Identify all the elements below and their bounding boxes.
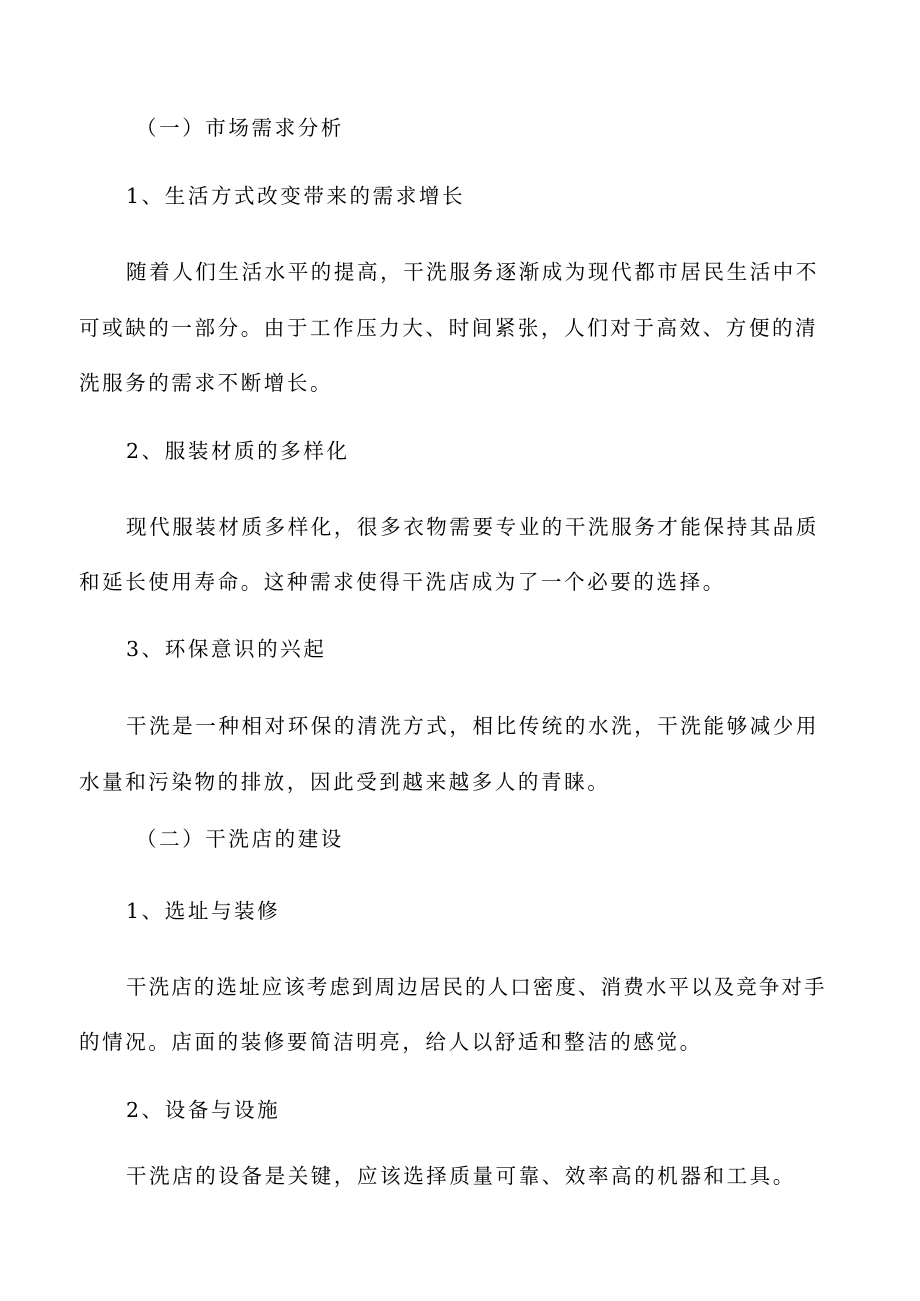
subheading-material-diversity: 2、服装材质的多样化 (126, 439, 350, 463)
subheading-lifestyle-change: 1、生活方式改变带来的需求增长 (126, 184, 466, 208)
paragraph-line: 干洗店的设备是关键，应该选择质量可靠、效率高的机器和工具。 (126, 1164, 796, 1188)
paragraph-line: 可或缺的一部分。由于工作压力大、时间紧张，人们对于高效、方便的清 (79, 316, 819, 340)
paragraph-line: 洗服务的需求不断增长。 (79, 371, 334, 395)
subheading-equipment: 2、设备与设施 (126, 1098, 281, 1122)
subheading-environmental-awareness: 3、环保意识的兴起 (126, 637, 327, 661)
paragraph-line: 现代服装材质多样化，很多衣物需要专业的干洗服务才能保持其品质 (126, 515, 819, 539)
paragraph-line: 的情况。店面的装修要简洁明亮，给人以舒适和整洁的感觉。 (79, 1030, 703, 1054)
section-heading-store-construction: （二）干洗店的建设 (136, 827, 344, 851)
paragraph-line: 干洗店的选址应该考虑到周边居民的人口密度、消费水平以及竞争对手 (126, 975, 827, 999)
section-heading-market-demand: （一）市场需求分析 (136, 116, 344, 140)
paragraph-line: 随着人们生活水平的提高，干洗服务逐渐成为现代都市居民生活中不 (126, 260, 819, 284)
subheading-site-selection: 1、选址与装修 (126, 899, 281, 923)
paragraph-line: 和延长使用寿命。这种需求使得干洗店成为了一个必要的选择。 (79, 570, 726, 594)
paragraph-line: 干洗是一种相对环保的清洗方式，相比传统的水洗，干洗能够减少用 (126, 714, 819, 738)
paragraph-line: 水量和污染物的排放，因此受到越来越多人的青睐。 (79, 770, 611, 794)
